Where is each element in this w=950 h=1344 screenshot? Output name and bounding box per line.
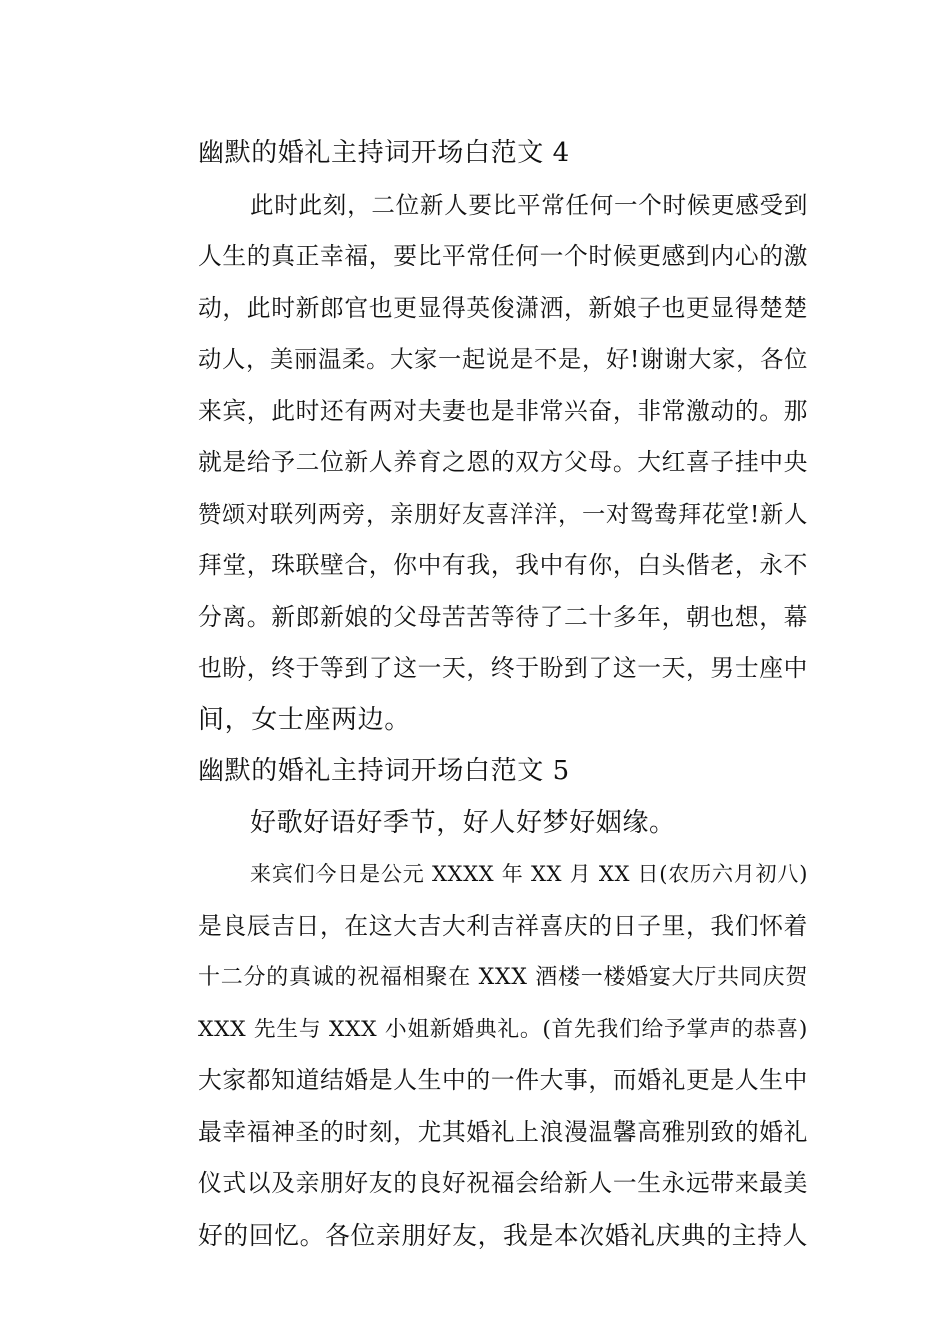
paragraph-line: 拜堂，珠联壁合，你中有我，我中有你，白头偕老，永不 xyxy=(198,551,808,579)
paragraph-line: 好的回忆。各位亲朋好友，我是本次婚礼庆典的主持人 xyxy=(198,1220,808,1250)
section-5-paragraph xyxy=(146,849,808,1261)
paragraph-line: 分离。新郎新娘的父母苦苦等待了二十多年，朝也想，幕 xyxy=(198,602,808,631)
paragraph-line: 仪式以及亲朋好友的良好祝福会给新人一生永远带来最美 xyxy=(198,1169,808,1197)
paragraph-line: 十二分的真诚的祝福相聚在 XXX 酒楼一楼婚宴大厅共同庆贺 xyxy=(198,965,808,990)
paragraph-line: 就是给予二位新人养育之恩的双方父母。大红喜子挂中央 xyxy=(198,448,808,476)
section-5-heading: 幽默的婚礼主持词开场白范文 5 xyxy=(198,756,570,786)
paragraph-line: 最幸福神圣的时刻，尤其婚礼上浪漫温馨高雅别致的婚礼 xyxy=(198,1117,808,1146)
paragraph-line: 此时此刻，二位新人要比平常任何一个时候更感受到 xyxy=(250,190,808,219)
paragraph-line: 动，此时新郎官也更显得英俊潇洒，新娘子也更显得楚楚 xyxy=(198,293,808,322)
paragraph-line: 动人，美丽温柔。大家一起说是不是，好!谢谢大家，各位 xyxy=(198,346,808,373)
section-5-intro xyxy=(146,798,808,850)
paragraph-line: 来宾，此时还有两对夫妻也是非常兴奋，非常激动的。那 xyxy=(198,396,808,425)
section-4-paragraph xyxy=(146,180,808,747)
section-4-heading: 幽默的婚礼主持词开场白范文 4 xyxy=(198,138,570,168)
document-body xyxy=(146,128,808,1261)
paragraph-line: 人生的真正幸福，要比平常任何一个时候更感到内心的激 xyxy=(198,242,808,270)
paragraph-line: 赞颂对联列两旁，亲朋好友喜洋洋，一对鸳鸯拜花堂!新人 xyxy=(198,500,808,528)
paragraph-line: 来宾们今日是公元 XXXX 年 XX 月 XX 日(农历六月初八) xyxy=(250,862,808,886)
paragraph-line: XXX 先生与 XXX 小姐新婚典礼。(首先我们给予掌声的恭喜) xyxy=(198,1016,808,1042)
paragraph-line: 好歌好语好季节，好人好梦好姻缘。 xyxy=(250,807,676,838)
paragraph-line: 间，女士座两边。 xyxy=(198,704,411,735)
paragraph-line: 是良辰吉日，在这大吉大利吉祥喜庆的日子里，我们怀着 xyxy=(198,911,808,940)
paragraph-line: 也盼，终于等到了这一天，终于盼到了这一天，男士座中 xyxy=(198,654,808,682)
paragraph-line: 大家都知道结婚是人生中的一件大事，而婚礼更是人生中 xyxy=(198,1066,808,1094)
